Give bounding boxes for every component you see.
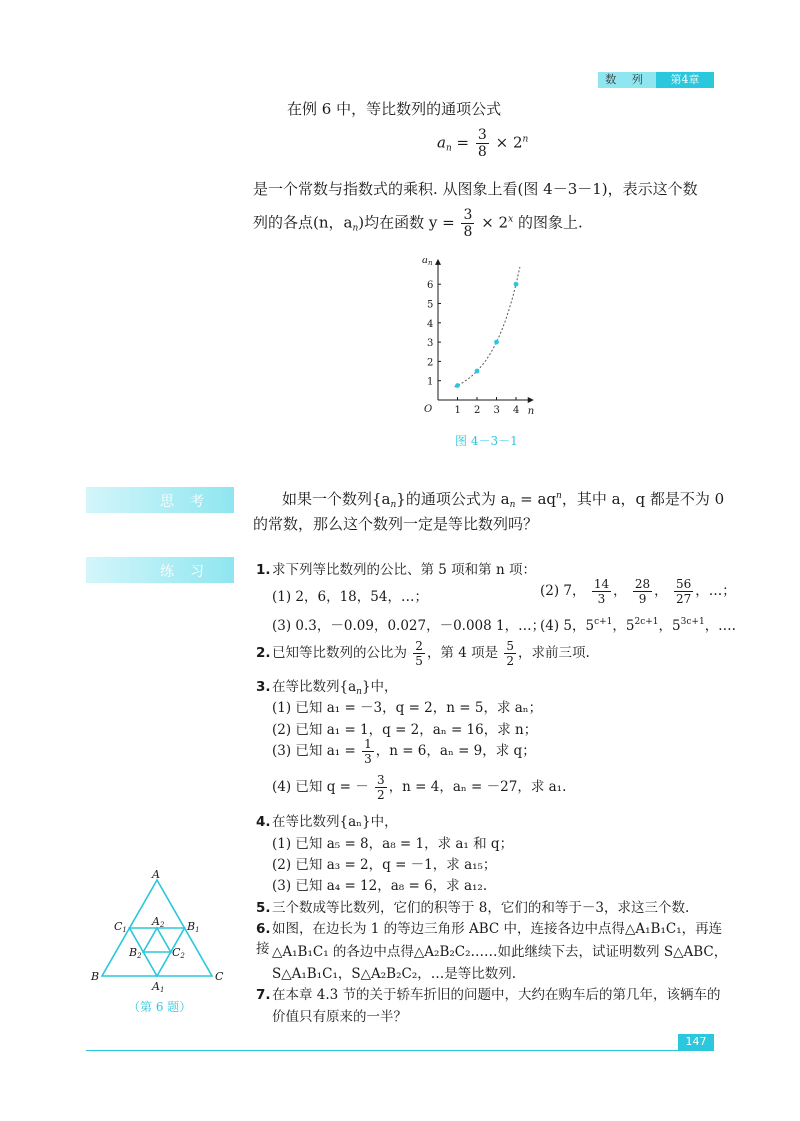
chart-plot (422, 258, 534, 417)
y-tick-label: 3 (427, 338, 434, 350)
q6-line-3: S△A₁B₁C₁，S△A₂B₂C₂，…是等比数列. (272, 966, 517, 982)
x-tick-label: 1 (454, 405, 461, 416)
question-1: 1.求下列等比数列的公比、第 5 项和第 n 项： (256, 562, 536, 578)
q1-part-2: (2) 7， $\frac{14}{3}$ ， $\frac{28}{9}$ ， $\frac{56}{27}$ ，…； (540, 577, 736, 606)
q4-part-3: (3) 已知 a₄ = 12，a₈ = 6，求 a₁₂. (272, 878, 488, 894)
chapter-tab (598, 72, 714, 88)
data-point (475, 369, 480, 374)
x-tick-label: 4 (513, 405, 520, 416)
label-a1: A1 (152, 980, 165, 993)
intro-line-3: 列的各点(n，$a_n$)均在函数 y = $\frac{3}{8}$ × $2^x$ 的图象上. (253, 207, 583, 240)
q3-part-2: (2) 已知 a₁ = 1，q = 2，aₙ = 16，求 n； (272, 722, 538, 738)
question-3: 3.在等比数列$\{a_n\}$中， (256, 679, 398, 697)
intro-line-2: 是一个常数与指数式的乘积. 从图象上看(图 4－3－1)，表示这个数 (253, 180, 698, 198)
q4-part-1: (1) 已知 a₅ = 8，a₈ = 1，求 a₁ 和 q； (272, 836, 514, 852)
intro-line-1: 在例 6 中，等比数列的通项公式 (287, 100, 502, 118)
intro-formula: $a_n$ = $\frac{3}{8}$ × 2$^n$ (437, 127, 529, 160)
footer-rule (86, 1050, 714, 1051)
q3-part-4: (4) 已知 q = － $\frac{3}{2}$ ，n = 4，aₙ = －27，求 a₁. (272, 773, 567, 802)
think-line-1: 如果一个数列$\{a_n\}$的通项公式为 $a_n = aq^n$，其中 a，q 都是不为 0 (282, 490, 725, 510)
label-b2: B2 (129, 946, 142, 960)
y-tick-label: 1 (427, 376, 434, 388)
label-a: A (152, 868, 160, 881)
question-5: 5.三个数成等比数列，它们的积等于 8，它们的和等于－3，求这三个数. (256, 900, 690, 916)
question-4: 4.在等比数列{aₙ}中， (256, 814, 398, 830)
chapter-title: 数 列 (598, 72, 656, 88)
triangle-caption: （第 6 题） (128, 1000, 192, 1014)
y-axis-arrow (435, 259, 441, 265)
question-2: 2.已知等比数列的公比为 $\frac{2}{5}$ ，第 4 项是 $\frac{5}{2}$ ，求前三项. (256, 639, 590, 668)
label-b1: B1 (187, 920, 200, 934)
think-bar (86, 487, 234, 513)
x-tick-label: 2 (474, 405, 481, 416)
think-line-2: 的常数，那么这个数列一定是等比数列吗？ (253, 515, 539, 533)
label-c: C (215, 970, 224, 983)
label-c1: C1 (114, 920, 127, 934)
q6-line-2: △A₁B₁C₁ 的各边中点得△A₂B₂C₂……如此继续下去，试证明数列 S△ABC， (272, 944, 728, 960)
q1-part-3: (3) 0.3，－0.09，0.027，－0.008 1，…； (272, 618, 546, 634)
q4-part-2: (2) 已知 a₃ = 2，q = －1，求 a₁₅； (272, 857, 497, 873)
origin-label: O (424, 404, 433, 415)
figure-caption: 图 4－3－1 (455, 434, 518, 448)
triangle-a2b2c2 (143, 928, 171, 952)
q3-part-1: (1) 已知 a₁ = －3，q = 2，n = 5，求 aₙ； (272, 700, 543, 716)
think-label: 思考 (160, 494, 220, 510)
figure-4-3-1 (410, 258, 560, 458)
practice-label: 练习 (160, 564, 220, 580)
label-b: B (91, 970, 100, 983)
data-point (514, 282, 519, 287)
question-6: 6.如图，在边长为 1 的等边三角形 ABC 中，连接各边中点得△A₁B₁C₁，再连接 (256, 921, 723, 957)
y-tick-label: 6 (427, 280, 434, 292)
y-tick-label: 4 (427, 318, 434, 330)
curve (455, 267, 520, 387)
triangle-figure (90, 868, 230, 993)
chapter-number: 第4章 (656, 72, 714, 88)
label-c2: C2 (172, 946, 185, 960)
q1-part-4: (4) 5，$5^{c+1}$，$5^{2c+1}$，$5^{3c+1}$，…. (540, 617, 736, 634)
x-axis-arrow (528, 397, 534, 403)
label-a2: A2 (152, 915, 165, 929)
formula-fraction: $\frac{3}{8}$ (477, 127, 487, 160)
page-number: 147 (678, 1034, 714, 1050)
practice-bar (86, 557, 234, 583)
q3-part-3: (3) 已知 a₁ = $\frac{1}{3}$ ，n = 6，aₙ = 9，求 q； (272, 737, 536, 766)
x-tick-label: 3 (493, 405, 500, 416)
x-axis-label: n (527, 406, 535, 417)
y-axis-label: $a_n$ (422, 258, 433, 267)
data-point (494, 340, 499, 345)
q1-part-1: (1) 2，6，18，54，…； (272, 589, 428, 605)
data-point (455, 383, 460, 388)
q7-line-2: 价值只有原来的一半？ (272, 1009, 407, 1025)
y-tick-label: 5 (427, 299, 434, 311)
question-7: 7.在本章 4.3 节的关于轿车折旧的问题中，大约在购车后的第几年，该辆车的 (256, 987, 721, 1003)
y-tick-label: 2 (427, 357, 434, 369)
